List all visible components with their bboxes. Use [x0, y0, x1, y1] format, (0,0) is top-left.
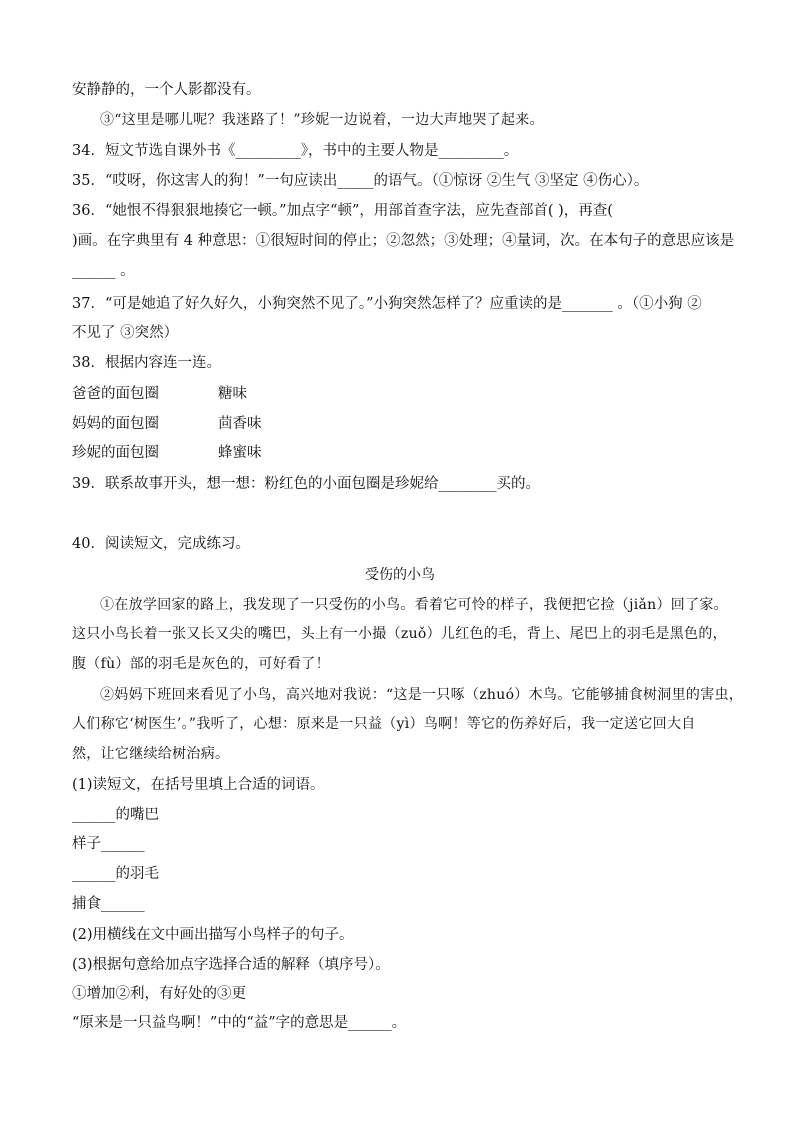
passage-line: 这只小鸟长着一张又长又尖的嘴巴，头上有一小撮（zuǒ）儿红色的毛，背上、尾巴上的羽毛是黑色的， [72, 626, 727, 642]
question-39: 39．联系故事开头，想一想：粉红色的小面包圈是珍妮给________买的。 [72, 476, 540, 492]
match-left-item: 珍妮的面包圈 [72, 445, 159, 461]
passage-line: 腹（fù）部的羽毛是灰色的，可好看了！ [72, 656, 330, 672]
match-left-item: 妈妈的面包圈 [72, 416, 159, 432]
match-right-item: 糖味 [218, 386, 247, 402]
question-36-line1: 36．“她恨不得狠狠地揍它一顿。”加点字“顿”，用部首查字法，应先查部首( )，再查( [72, 203, 613, 219]
passage-line: 人们称它‘树医生’。”我听了，心想：原来是一只益（yì）鸟啊！等它的伤养好后，我一定送它回大自 [72, 716, 696, 732]
question-37-line1: 37．“可是她追了好久好久，小狗突然不见了。”小狗突然怎样了？应重读的是_______ 。（①小狗 ② [72, 296, 702, 312]
fill-blank: 样子______ [72, 836, 145, 852]
text-line: ③“这里是哪儿呢？我迷路了！”珍妮一边说着，一边大声地哭了起来。 [100, 112, 544, 128]
match-left-item: 爸爸的面包圈 [72, 386, 159, 402]
question-36-line3: ______ 。 [72, 263, 135, 279]
passage-line: 然，让它继续给树治病。 [72, 746, 230, 762]
fill-blank: ______的羽毛 [72, 866, 159, 882]
passage-line: ②妈妈下班回来看见了小鸟，高兴地对我说：“这是一只啄（zhuó）木鸟。它能够捕食树洞里的害虫， [100, 687, 744, 703]
text-line: 安静静的，一个人影都没有。 [72, 82, 261, 98]
match-right-item: 茴香味 [218, 416, 262, 432]
question-38: 38．根据内容连一连。 [72, 355, 221, 371]
sub-question-1: (1)读短文，在括号里填上合适的词语。 [72, 777, 325, 793]
fill-blank: 捕食______ [72, 896, 145, 912]
question-34: 34．短文节选自课外书《_________》，书中的主要人物是_________。 [72, 143, 519, 159]
question-37-line2: 不见了 ③突然） [72, 325, 179, 341]
match-right-item: 蜂蜜味 [218, 445, 262, 461]
passage-title: 受伤的小鸟 [365, 567, 435, 583]
answer-options: ①增加②利，有好处的③更 [72, 986, 246, 1002]
fill-blank: ______的嘴巴 [72, 807, 159, 823]
sub-question-3: (3)根据句意给加点字选择合适的解释（填序号）。 [72, 957, 390, 973]
question-36-line2: )画。在字典里有 4 种意思：①很短时间的停止；②忽然；③处理；④量词，次。在本句子的意思应该是 [72, 233, 735, 249]
question-40: 40．阅读短文，完成练习。 [72, 536, 250, 552]
sub-question-2: (2)用横线在文中画出描写小鸟样子的句子。 [72, 927, 354, 943]
question-35: 35．“哎呀，你这害人的狗！”一句应读出_____的语气。（①惊讶 ②生气 ③坚定 ④伤心）。 [72, 173, 649, 189]
sub-question-3-prompt: “原来是一只益鸟啊！”中的“益”字的意思是______。 [72, 1015, 407, 1031]
passage-line: ①在放学回家的路上，我发现了一只受伤的小鸟。看着它可怜的样子，我便把它捡（jiǎn）回了家。 [100, 597, 728, 613]
